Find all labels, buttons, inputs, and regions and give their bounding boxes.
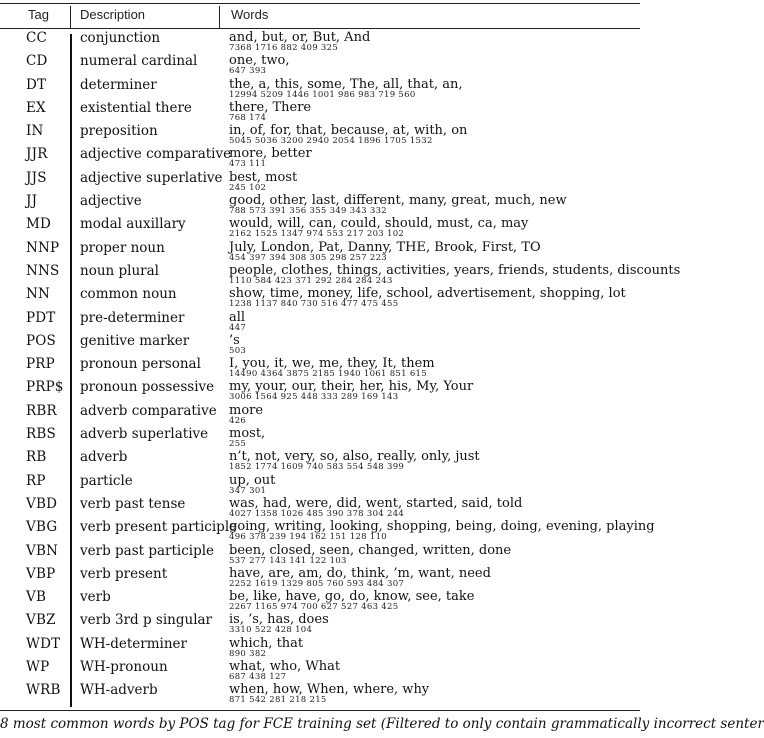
pos-tag: RBR: [26, 402, 57, 419]
word-counts: 426: [229, 415, 247, 426]
tag-description: common noun: [80, 286, 177, 303]
tag-description: adverb: [80, 449, 128, 466]
tag-description: conjunction: [80, 30, 161, 46]
word-counts: 2162 1525 1347 974 553 217 203 102: [229, 229, 405, 240]
common-words: more: [229, 402, 264, 418]
tag-description: adjective: [80, 193, 142, 210]
word-counts: 347 301: [229, 485, 267, 496]
common-words: been, closed, seen, changed, written, done: [229, 542, 512, 558]
pos-tag: VB: [26, 589, 47, 606]
table-row: [0, 310, 640, 333]
pos-tag: VBP: [26, 565, 56, 582]
table-row: [0, 193, 640, 216]
common-words: my, your, our, their, her, his, My, Your: [229, 379, 474, 395]
tag-description: adjective superlative: [80, 169, 223, 186]
common-words: most,: [229, 426, 266, 442]
table-row: [0, 30, 640, 53]
table-row: [0, 216, 640, 239]
word-counts: 3310 522 428 104: [229, 625, 313, 636]
table-row: [0, 146, 640, 169]
common-words: the, a, this, some, The, all, that, an,: [229, 76, 463, 92]
word-counts: 647 393: [229, 66, 267, 77]
pos-tag: PRP$: [26, 379, 64, 396]
table-row: [0, 589, 640, 612]
tag-description: WH-determiner: [80, 635, 187, 652]
header-description: Description: [80, 7, 146, 22]
tag-description: verb past tense: [80, 495, 186, 512]
pos-tag: RP: [26, 472, 46, 489]
table-row: [0, 496, 640, 519]
table-row: [0, 100, 640, 123]
tag-description: noun plural: [80, 262, 159, 279]
word-counts: 537 277 143 141 122 103: [229, 555, 347, 566]
header-divider-1: [70, 6, 71, 28]
word-counts: 4027 1358 1026 485 390 378 304 244: [229, 508, 405, 519]
word-counts: 473 111: [229, 159, 267, 170]
common-words: which, that: [229, 635, 304, 651]
table-row: [0, 170, 640, 193]
pos-tag: JJ: [26, 193, 38, 210]
common-words: in, of, for, that, because, at, with, on: [229, 123, 468, 139]
pos-tag: DT: [26, 76, 47, 93]
tag-description: WH-adverb: [80, 682, 158, 699]
pos-tag: MD: [26, 216, 52, 233]
word-counts: 5045 5036 3200 2940 2054 1896 1705 1532: [229, 136, 433, 147]
common-words: one, two,: [229, 53, 290, 69]
common-words: would, will, can, could, should, must, ca, may: [229, 216, 529, 232]
table-row: [0, 449, 640, 472]
common-words: when, how, When, where, why: [229, 682, 430, 698]
tag-description: verb past participle: [80, 542, 215, 559]
table-top-rule: [0, 3, 640, 4]
table-row: [0, 356, 640, 379]
common-words: what, who, What: [229, 659, 341, 675]
common-words: I, you, it, we, me, they, It, them: [229, 356, 435, 372]
table-row: [0, 240, 640, 263]
pos-tag: RB: [26, 449, 47, 466]
table-row: [0, 636, 640, 659]
header-words: Words: [231, 7, 269, 22]
word-counts: 3006 1564 925 448 333 289 169 143: [229, 392, 399, 403]
tag-description: verb: [80, 589, 111, 606]
tag-description: proper noun: [80, 239, 165, 256]
pos-tag: JJR: [26, 146, 48, 163]
word-counts: 12994 5209 1446 1001 986 983 719 560: [229, 89, 416, 100]
table-header: [0, 6, 640, 29]
common-words: show, time, money, life, school, advertisement, shopping, lot: [229, 286, 626, 302]
common-words: have, are, am, do, think, ’m, want, need: [229, 565, 491, 581]
tag-description: adverb comparative: [80, 402, 217, 419]
common-words: all: [229, 309, 246, 325]
pos-tag: CC: [26, 30, 48, 46]
pos-tag: VBZ: [26, 612, 56, 629]
table-row: [0, 286, 640, 309]
pos-tag: VBG: [26, 519, 58, 536]
common-words: good, other, last, different, many, great, much, new: [229, 193, 567, 209]
tag-description: verb present participle: [80, 519, 238, 536]
tag-description: pre-determiner: [80, 309, 185, 326]
table-row: [0, 426, 640, 449]
table-row: [0, 403, 640, 426]
pos-tag: IN: [26, 123, 44, 140]
common-words: going, writing, looking, shopping, being, doing, evening, playing: [229, 519, 655, 535]
tag-description: preposition: [80, 123, 158, 140]
table-body: [0, 30, 681, 706]
pos-tag: WP: [26, 659, 50, 676]
common-words: there, There: [229, 99, 312, 115]
tag-description: pronoun personal: [80, 356, 201, 373]
table-row: [0, 543, 640, 566]
common-words: people, clothes, things, activities, years, friends, students, discounts: [229, 262, 681, 278]
table-row: [0, 519, 655, 543]
common-words: was, had, were, did, went, started, said, told: [229, 495, 523, 511]
word-counts: 1238 1137 840 730 516 477 475 455: [229, 299, 399, 310]
pos-tag: EX: [26, 99, 46, 116]
word-counts: 788 573 391 356 355 349 343 332: [229, 206, 388, 217]
word-counts: 255: [229, 439, 247, 450]
tag-description: WH-pronoun: [80, 659, 168, 676]
word-counts: 496 378 239 194 162 151 128 110: [229, 532, 388, 543]
header-divider-2: [219, 6, 220, 28]
word-counts: 2252 1619 1329 805 760 593 484 307: [229, 578, 405, 589]
table-row: [0, 333, 640, 356]
tag-description: adverb superlative: [80, 426, 209, 443]
table-row: [0, 53, 640, 76]
pos-tag: RBS: [26, 426, 56, 443]
pos-tag: WRB: [26, 682, 61, 699]
pos-tag: JJS: [26, 169, 47, 186]
tag-description: numeral cardinal: [80, 53, 198, 70]
common-words: and, but, or, But, And: [229, 30, 371, 45]
word-counts: 687 438 127: [229, 672, 287, 683]
tag-description: particle: [80, 472, 133, 489]
tag-description: existential there: [80, 99, 192, 116]
common-words: n’t, not, very, so, also, really, only, just: [229, 449, 480, 465]
header-tag: Tag: [28, 7, 49, 22]
common-words: July, London, Pat, Danny, THE, Brook, First, TO: [229, 239, 541, 255]
table-row: [0, 612, 640, 635]
tag-description: genitive marker: [80, 332, 190, 349]
word-counts: 503: [229, 345, 247, 356]
pos-tag: CD: [26, 53, 48, 70]
tag-description: modal auxillary: [80, 216, 186, 233]
word-counts: 1852 1774 1609 740 583 554 548 399: [229, 462, 405, 473]
pos-tag: PRP: [26, 356, 55, 373]
table-row: [0, 262, 681, 286]
pos-tag: PDT: [26, 309, 56, 326]
table-row: [0, 566, 640, 589]
table-bottom-rule: [0, 710, 640, 711]
word-counts: 768 174: [229, 112, 267, 123]
common-words: be, like, have, go, do, know, see, take: [229, 589, 475, 605]
common-words: best, most: [229, 169, 298, 185]
table-row: [0, 473, 640, 496]
word-counts: 14490 4364 3875 2185 1940 1061 851 615: [229, 369, 427, 380]
word-counts: 2267 1165 974 700 627 527 463 425: [229, 602, 399, 613]
pos-tag: NNS: [26, 262, 60, 279]
tag-description: adjective comparative: [80, 146, 232, 163]
pos-tag: VBN: [26, 542, 59, 559]
pos-tag: WDT: [26, 635, 61, 652]
common-words: more, better: [229, 146, 312, 162]
table-row: [0, 77, 640, 100]
pos-tag: VBD: [26, 495, 58, 512]
tag-description: determiner: [80, 76, 157, 93]
table-row: [0, 682, 640, 705]
tag-description: verb present: [80, 565, 168, 582]
word-counts: 871 542 281 218 215: [229, 695, 327, 706]
table-row: [0, 379, 640, 402]
table-row: [0, 659, 640, 682]
word-counts: 447: [229, 322, 247, 333]
word-counts: 890 382: [229, 648, 267, 659]
pos-tag: NNP: [26, 239, 60, 256]
pos-tag: NN: [26, 286, 51, 303]
word-counts: 454 397 394 308 305 298 257 223: [229, 252, 388, 263]
word-counts: 245 102: [229, 182, 267, 193]
common-words: up, out: [229, 472, 276, 488]
tag-description: pronoun possessive: [80, 379, 215, 396]
word-counts: 1110 584 423 371 292 284 284 243: [229, 275, 393, 286]
common-words: ’s: [229, 332, 240, 348]
table-row: [0, 123, 640, 146]
tag-description: verb 3rd p singular: [80, 612, 213, 629]
table-caption: 8 most common words by POS tag for FCE training set (Filtered to only contain grammatically incorrect senter: [0, 716, 764, 732]
pos-tag: POS: [26, 332, 56, 349]
word-counts: 7368 1716 882 409 325: [229, 43, 339, 53]
common-words: is, ’s, has, does: [229, 612, 329, 628]
